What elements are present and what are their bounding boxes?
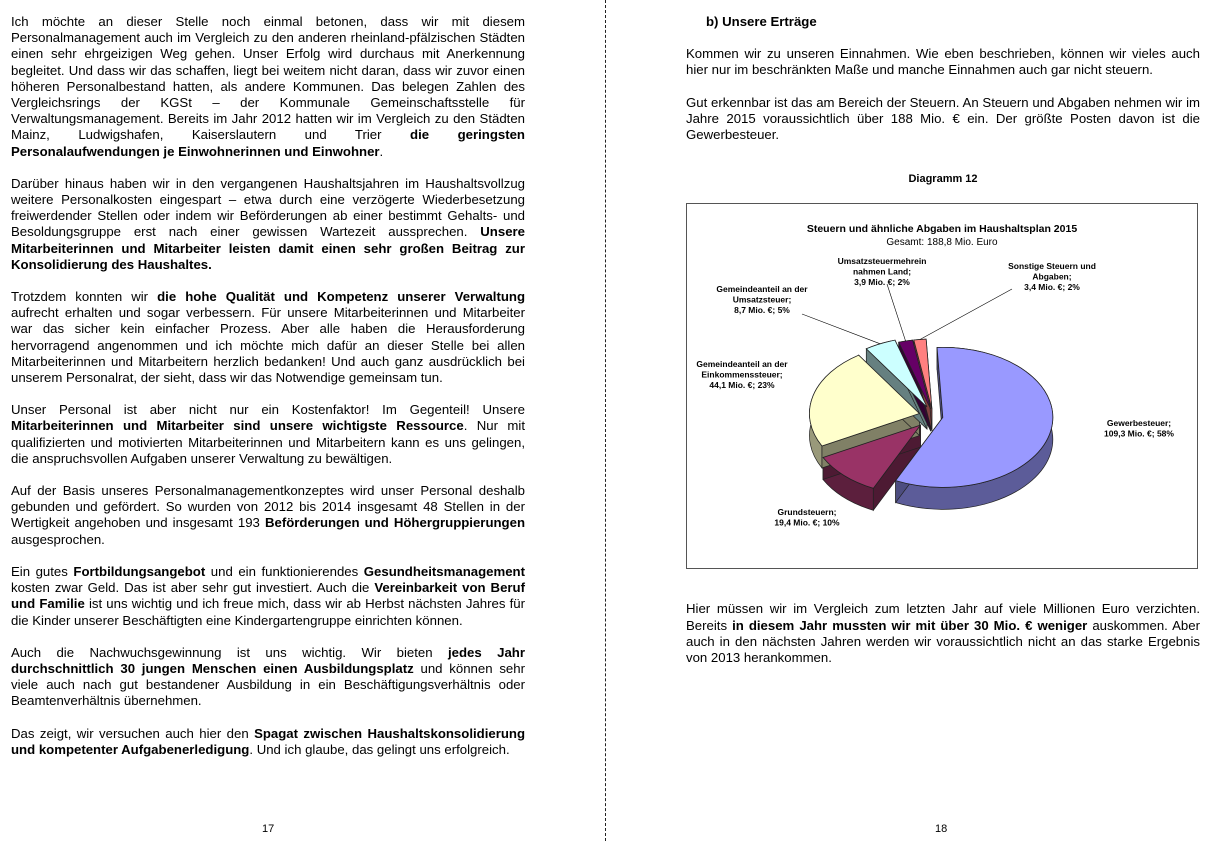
chart-subtitle: Gesamt: 188,8 Mio. Euro bbox=[886, 237, 998, 249]
slice-label-line: Gewerbesteuer; bbox=[1106, 418, 1172, 429]
text-run: Auch die Nachwuchsgewinnung ist uns wichtig. Wir bieten bbox=[11, 644, 448, 660]
text-run: Kommen wir zu unseren Einnahmen. Wie eben beschrieben, können wir vieles auch hier nur im beschränkten Maße und manche Einnahmen auch gar nicht steuern. bbox=[686, 46, 1200, 78]
page-17 bbox=[0, 0, 605, 841]
bold-text: Beförderungen und Höhergruppierungen bbox=[264, 515, 525, 531]
slice-label-line: 109,3 Mio. €; 58% bbox=[1104, 428, 1174, 439]
slice-label-line: Gemeindeanteil an der bbox=[716, 284, 808, 295]
paragraph bbox=[686, 601, 1200, 666]
left-page-text bbox=[11, 14, 525, 774]
text-run: Gut erkennbar ist das am Bereich der Steuern. An Steuern und Abgaben nehmen wir im Jahre 2015 voraussichtlich über 188 Mio. € ein. Der größte Posten davon ist die Gewerbesteuer. bbox=[686, 94, 1200, 143]
right-page-text-bottom bbox=[686, 601, 1200, 666]
paragraph bbox=[11, 645, 525, 710]
text-run: auskommen. Aber auch in den nächsten Jahren werden wir voraussichtlich nicht an das starke Ergebnis von 2013 herankommen. bbox=[686, 617, 1200, 666]
text-run: . bbox=[379, 143, 384, 159]
bold-text: Unsere Mitarbeiterinnen und Mitarbeiter leisten damit einen sehr großen Beitrag zur Konsolidierung des Haushaltes. bbox=[11, 224, 525, 272]
text-run: . Und ich glaube, das gelingt uns erfolgreich. bbox=[249, 741, 510, 757]
bold-text: in diesem Jahr mussten wir mit über 30 Mio. € weniger bbox=[732, 617, 1088, 633]
text-run: ist uns wichtig und ich freue mich, dass wir ab Herbst nächsten Jahres für die Kinder unserer Beschäftigten eine Kindergartengruppe einrichten können. bbox=[11, 596, 525, 628]
paragraph bbox=[11, 289, 525, 386]
right-page-content bbox=[686, 14, 1200, 682]
chart-title: Steuern und ähnliche Abgaben im Haushaltsplan 2015 bbox=[806, 223, 1078, 236]
slice-label-line: Einkommenssteuer; bbox=[701, 369, 783, 380]
text-run: Darüber hinaus haben wir in den vergangenen Haushaltsjahren im Haushaltsvollzug weitere Personalkosten eingespart – etwa durch eine verzögerte Wiederbesetzung freiwerdender Stellen oder indem wir Beförderungen ab einer bestimmt Gehalts- und Besoldungsgruppe erst nach einer gewissen Wartezeit aussprechen. bbox=[11, 175, 525, 240]
slice-label-line: Gemeindeanteil an der bbox=[696, 359, 788, 370]
slice-label-line: 8,7 Mio. €; 5% bbox=[734, 305, 790, 316]
bold-text: Gesundheitsmanagement bbox=[363, 563, 525, 579]
text-run: . Nur mit qualifizierten und motivierten Mitarbeiterinnen und Mitarbeitern kann es uns gelingen, die anspruchsvollen Aufgaben unserer Verwaltung zu bewältigen. bbox=[11, 418, 525, 466]
text-run: und können sehr viele auch nach gut bestandener Ausbildung in ein Beschäftigungsverhältnis oder Beamtenverhältnis übernehmen. bbox=[11, 660, 525, 709]
slice-label bbox=[696, 359, 788, 390]
slice-label-line: 19,4 Mio. €; 10% bbox=[774, 517, 840, 528]
text-run: ausgesprochen. bbox=[11, 531, 105, 547]
text-run: Auf der Basis unseres Personalmanagementkonzeptes wird unser Personal deshalb gebunden und gefördert. So wurden von 2012 bis 2014 insgesamt 48 Stellen in der Wertigkeit angehoben und insgesamt 193 bbox=[11, 483, 525, 531]
text-run: Das zeigt, wir versuchen auch hier den bbox=[11, 725, 255, 741]
leader-line bbox=[887, 284, 906, 341]
pie-chart-frame bbox=[686, 203, 1198, 569]
text-run: kosten zwar Geld. Das ist aber sehr gut investiert. Auch die bbox=[11, 580, 375, 596]
paragraph bbox=[11, 564, 525, 629]
pie-chart bbox=[687, 204, 1197, 568]
page-number-17: 17 bbox=[262, 823, 275, 835]
paragraph bbox=[11, 483, 525, 548]
slice-label bbox=[838, 256, 927, 287]
paragraph bbox=[686, 46, 1200, 78]
slice-label bbox=[716, 284, 808, 315]
section-heading: b) Unsere Erträge bbox=[706, 14, 817, 29]
slice-label-line: Umsatzsteuermehrein bbox=[837, 256, 927, 267]
slice-label-line: 3,4 Mio. €; 2% bbox=[1024, 282, 1080, 293]
paragraph bbox=[11, 402, 525, 467]
text-run: Ich möchte an dieser Stelle noch einmal betonen, dass wir mit diesem Personalmanagement auch im Vergleich zu den anderen rheinland-pfälzischen Städten einen sehr ehrgeizigen Weg gehen. Unser Erfolg wird durchaus mit Anerkennung begleitet. Und dass wir das schaffen, liegt bei weitem nicht daran, dass wir zuvor einen höheren Personalbestand hatten, als andere Kommunen. Das belegen Zahlen des Vergleichsrings der KGSt – der Kommunale Gemeinschaftsstelle für Verwaltungsmanagement. Bereits im Jahr 2012 hatten wir im Vergleich zu den Städten Mainz, Ludwigshafen, Kaiserslautern und Trier bbox=[11, 14, 525, 143]
bold-text: die hohe Qualität und Kompetenz unserer Verwaltung bbox=[157, 289, 526, 305]
bold-text: Spagat zwischen Haushaltskonsolidierung und kompetenter Aufgabenerledigung bbox=[11, 725, 526, 757]
slice-label bbox=[1008, 261, 1096, 292]
slice-label-line: Grundsteuern; bbox=[777, 507, 837, 518]
slice-label-line: 44,1 Mio. €; 23% bbox=[709, 380, 775, 391]
paragraph bbox=[11, 726, 525, 758]
text-run: Trotzdem konnten wir bbox=[11, 289, 158, 305]
text-run: Unser Personal ist aber nicht nur ein Kostenfaktor! Im Gegenteil! Unsere bbox=[11, 402, 525, 418]
bold-text: die geringsten Personalaufwendungen je Einwohnerinnen und Einwohner bbox=[11, 127, 525, 159]
leader-line bbox=[802, 314, 880, 344]
paragraph bbox=[686, 95, 1200, 144]
bold-text: Vereinbarkeit von Beruf und Familie bbox=[11, 580, 525, 612]
right-page-text-top bbox=[686, 46, 1200, 143]
slice-label-line: Sonstige Steuern und bbox=[1008, 261, 1096, 272]
slice-label-line: nahmen Land; bbox=[852, 266, 912, 277]
text-run: und ein funktionierendes bbox=[205, 563, 364, 579]
slice-label-line: Abgaben; bbox=[1032, 271, 1072, 282]
text-run: Hier müssen wir im Vergleich zum letzten Jahr auf viele Millionen Euro verzichten. Bereits bbox=[686, 601, 1200, 633]
leader-line bbox=[920, 289, 1012, 339]
bold-text: Mitarbeiterinnen und Mitarbeiter sind unsere wichtigste Ressource bbox=[11, 418, 464, 434]
paragraph bbox=[11, 176, 525, 273]
bold-text: jedes Jahr durchschnittlich 30 jungen Menschen einen Ausbildungsplatz bbox=[11, 644, 525, 676]
slice-label-line: 3,9 Mio. €; 2% bbox=[854, 277, 910, 288]
page-18 bbox=[606, 0, 1211, 841]
text-run: aufrecht erhalten und sogar verbessern. Für unsere Mitarbeiterinnen und Mitarbeiter war das sicher kein einfacher Prozess. Aber alle haben die Herausforderung hervorragend angenommen und ich möchte mich dafür an dieser Stelle bei allen Mitarbeiterinnen und Mitarbeitern herzlich bedanken! Und auch ganz ausdrücklich bei unserem Personalrat, der sieht, dass wir das Notwendige gemeinsam tun. bbox=[11, 305, 525, 386]
slice-label-line: Umsatzsteuer; bbox=[732, 294, 792, 305]
page-number-18: 18 bbox=[935, 823, 948, 835]
text-run: Ein gutes bbox=[11, 563, 74, 579]
paragraph bbox=[11, 14, 525, 160]
slice-label bbox=[1104, 418, 1174, 439]
bold-text: Fortbildungsangebot bbox=[73, 563, 206, 579]
slice-label bbox=[774, 507, 840, 528]
diagram-label: Diagramm 12 bbox=[908, 173, 978, 186]
